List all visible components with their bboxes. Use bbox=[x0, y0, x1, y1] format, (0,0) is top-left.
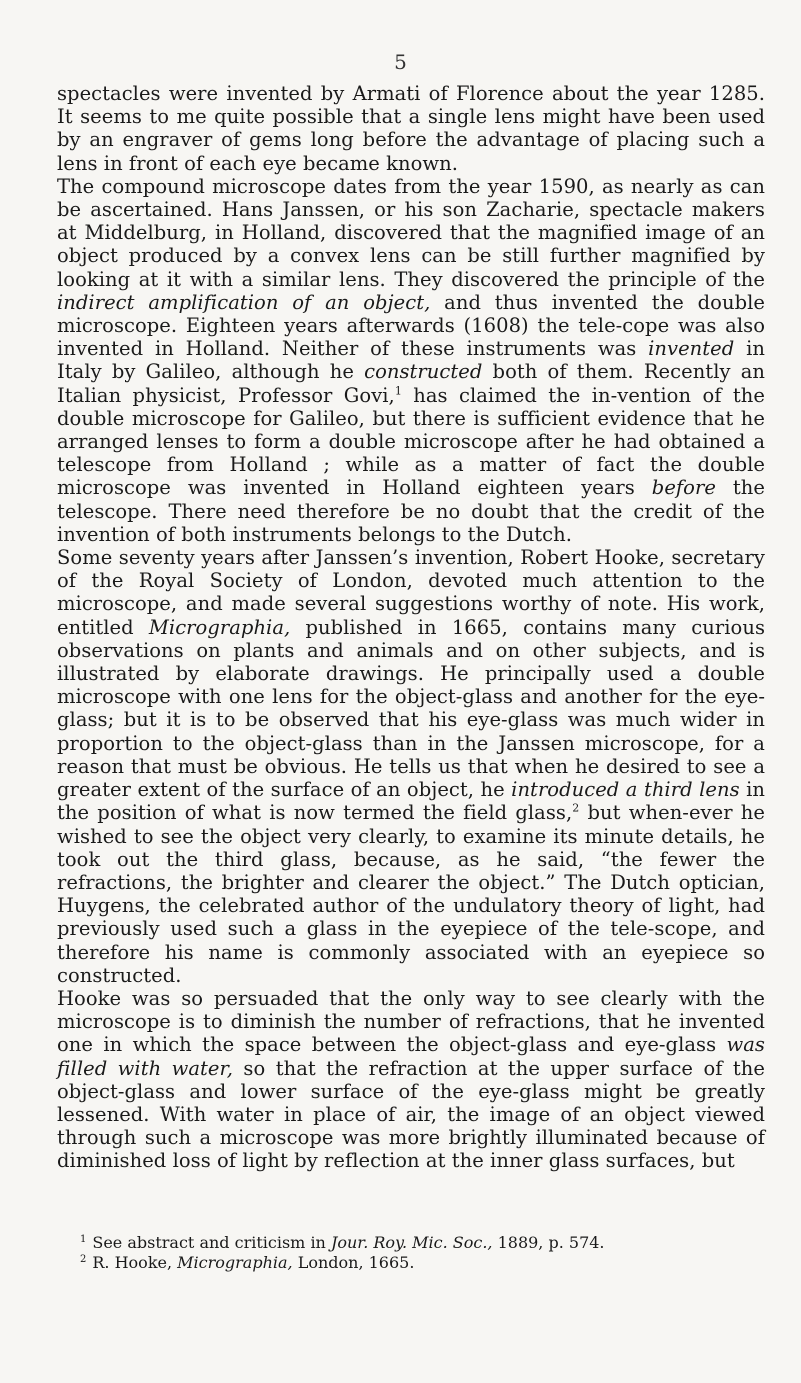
paragraph-4: Hooke was so persuaded that the only way to see clearly with the microscope is to diminish the number of refractions, that he invented one in which the space between the object-glass and eye-glass was filled with water, so that the refraction at the upper surface of the object-glass and lower surface of the eye-glass might be greatly lessened. With water in place of air, the image of an object viewed through such a microscope was more brightly illuminated because of diminished loss of light by reflection at the inner glass surfaces, but bbox=[57, 986, 766, 1173]
footnote-ref-1[interactable]: 1 bbox=[394, 384, 402, 398]
footnotes bbox=[80, 1233, 740, 1273]
footnote-ref-2[interactable]: 2 bbox=[572, 801, 580, 815]
footnote-2: $^2$ R. Hooke, Micrographia, London, 1665. bbox=[80, 1253, 415, 1272]
paragraph-2: The compound microscope dates from the year 1590, as nearly as can be ascertained. Hans Janssen, or his son Zacharie, spectacle makers at Middelburg, in Holland, discovered that the magnified image of an object produced by a convex lens can be still further magnified by looking at it with a similar lens. They discovered the principle of the indirect amplification of an object, and thus invented the double microscope. Eighteen years afterwards (1608) the tele-cope was also invented in Holland. Neither of these instruments was invented in Italy by Galileo, although he constructed both of them. Recently an Italian physicist, Professor Govi,$^1$ has claimed the in-vention of the double microscope for Galileo, but there is sufficient evidence that he arranged lenses to form a double microscope after he had obtained a telescope from Holland ; while as a matter of fact the double microscope was invented in Holland eighteen years before the telescope. There need therefore be no doubt that the credit of the invention of both instruments belongs to the Dutch. bbox=[57, 174, 765, 546]
body-text bbox=[57, 82, 765, 1173]
paragraph-1: spectacles were invented by Armati of Florence about the year 1285. It seems to me quite possible that a single lens might have been used by an engraver of gems long before the advantage of placing such a lens in front of each eye became known. bbox=[57, 82, 765, 175]
paragraph-3: Some seventy years after Janssen’s invention, Robert Hooke, secretary of the Royal Society of London, devoted much attention to the microscope, and made several suggestions worthy of note. His work, entitled Micrographia, published in 1665, contains many curious observations on plants and animals and on other subjects, and is illustrated by elaborate drawings. He principally used a double microscope with one lens for the object-glass and another for the eye-glass; but it is to be observed that his eye-glass was much wider in proportion to the object-glass than in the Janssen microscope, for a reason that must be obvious. He tells us that when he desired to see a greater extent of the surface of an object, he introduced a third lens in the position of what is now termed the field glass,$^2$ but when-ever he wished to see the object very clearly, to examine its minute details, he took out the third glass, because, as he said, “the fewer the refractions, the brighter and clearer the object.” The Dutch optician, Huygens, the celebrated author of the undulatory theory of light, had previously used such a glass in the eyepiece of the tele-scope, and therefore his name is commonly associated with an eyepiece so constructed. bbox=[57, 546, 766, 987]
page-number: 5 bbox=[394, 50, 407, 74]
footnote-1: $^1$ See abstract and criticism in Jour. Roy. Mic. Soc., 1889, p. 574. bbox=[80, 1233, 605, 1252]
